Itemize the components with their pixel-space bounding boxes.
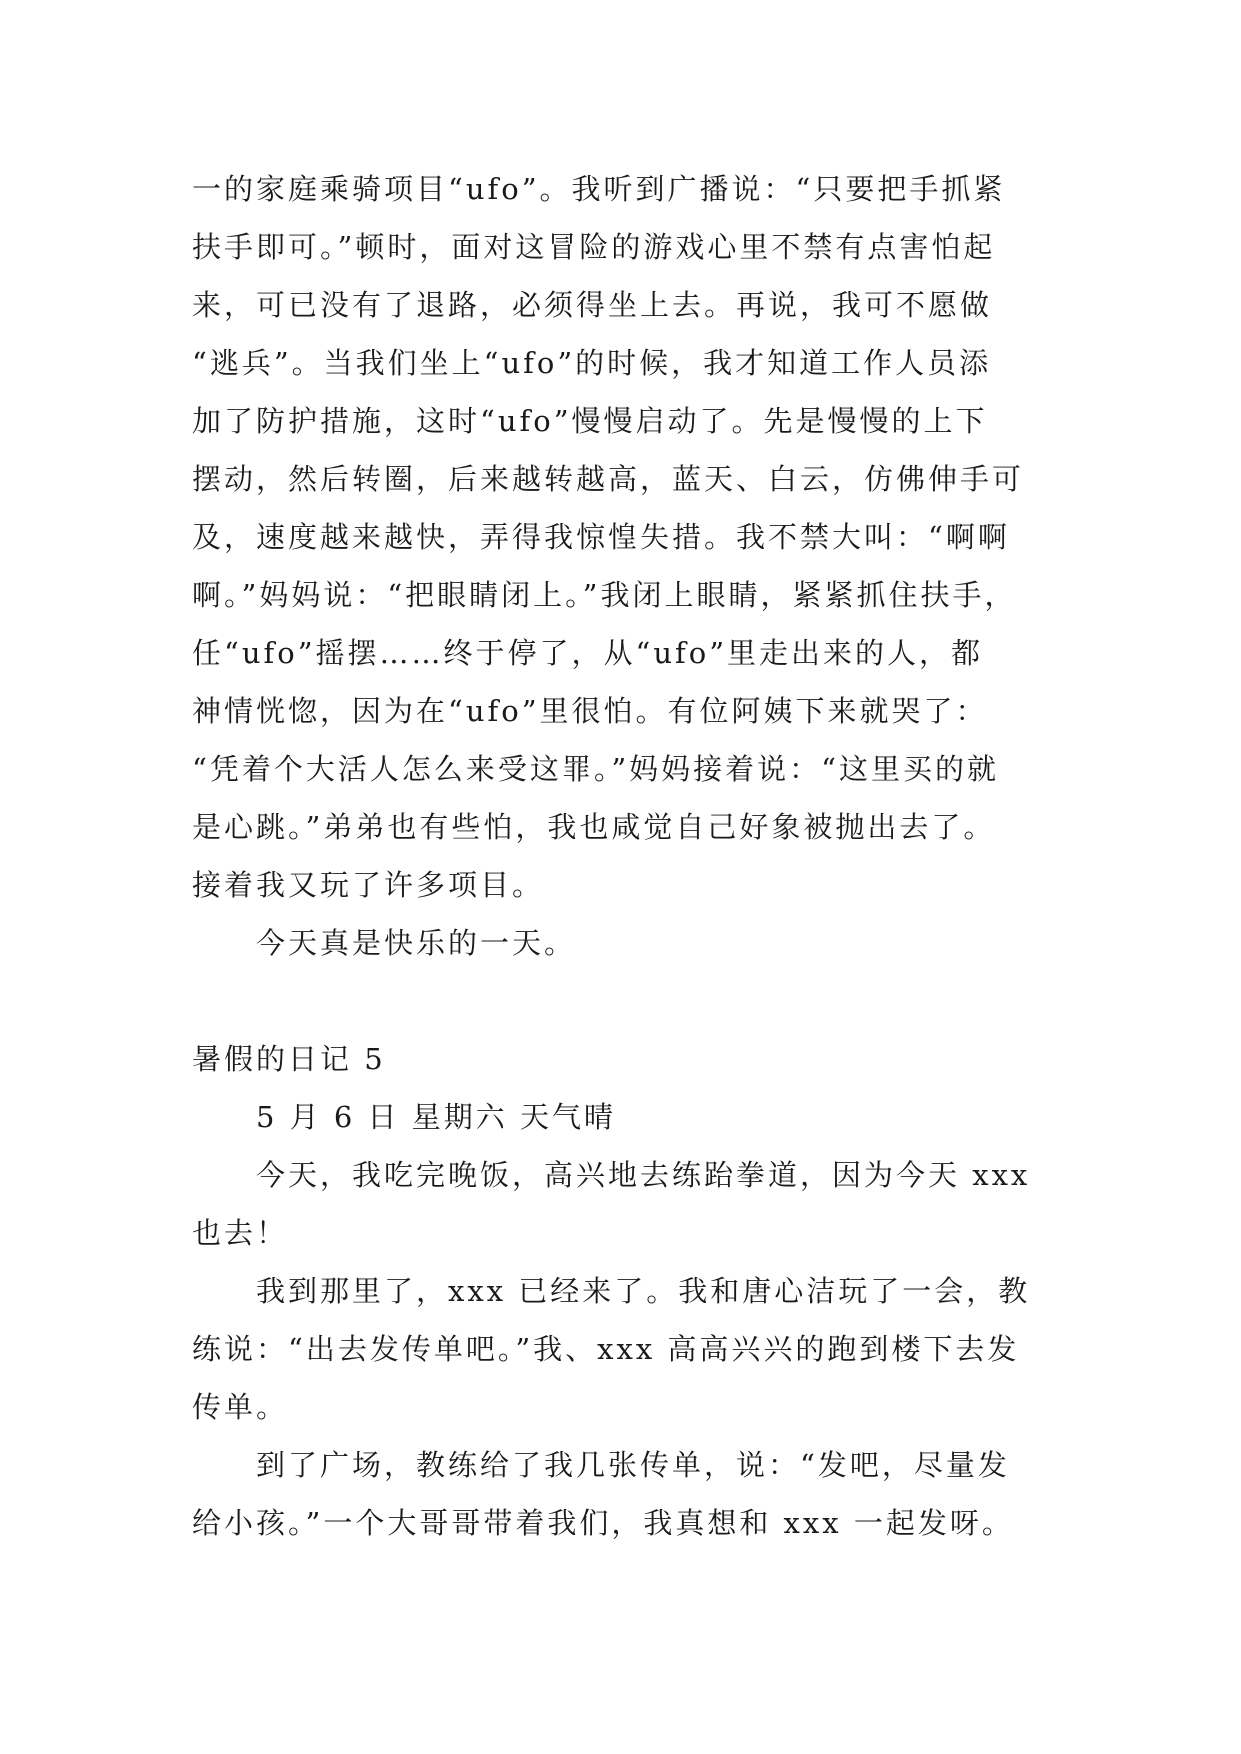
text-line: 传单。: [192, 1390, 289, 1424]
text-line: “逃兵”。当我们坐上“ufo”的时候，我才知道工作人员添: [192, 346, 992, 380]
text-line: 扶手即可。”顿时，面对这冒险的游戏心里不禁有点害怕起: [192, 230, 996, 264]
text-line: 啊。”妈妈说：“把眼睛闭上。”我闭上眼睛，紧紧抓住扶手，: [192, 578, 1017, 612]
document-body: [192, 160, 1072, 1552]
paragraph-gap: [192, 972, 1072, 1030]
closing-line: 今天真是快乐的一天。: [256, 926, 577, 960]
text-line: 来，可已没有了退路，必须得坐上去。再说，我可不愿做: [192, 288, 993, 322]
text-line: 接着我又玩了许多项目。: [192, 868, 545, 902]
text-line: 一的家庭乘骑项目“ufo”。我听到广播说：“只要把手抓紧: [192, 172, 1006, 206]
text-line: 是心跳。”弟弟也有些怕，我也咸觉自己好象被抛出去了。: [192, 810, 996, 844]
text-line: 今天，我吃完晚饭，高兴地去练跆拳道，因为今天 xxx: [256, 1158, 1031, 1192]
text-line: 加了防护措施，这时“ufo”慢慢启动了。先是慢慢的上下: [192, 404, 988, 438]
text-line: 及，速度越来越快，弄得我惊惶失措。我不禁大叫：“啊啊: [192, 520, 1010, 554]
entry-date: 5 月 6 日 星期六 天气晴: [256, 1100, 616, 1134]
text-line: 摆动，然后转圈，后来越转越高，蓝天、白云，仿佛伸手可: [192, 462, 1025, 496]
text-line: 到了广场，教练给了我几张传单，说：“发吧，尽量发: [256, 1448, 1010, 1482]
text-line: 我到那里了，xxx 已经来了。我和唐心洁玩了一会，教: [256, 1274, 1031, 1308]
text-line: 神情恍惚，因为在“ufo”里很怕。有位阿姨下来就哭了：: [192, 694, 988, 728]
entry-title: 暑假的日记 5: [192, 1042, 386, 1076]
text-line: 练说：“出去发传单吧。”我、xxx 高高兴兴的跑到楼下去发: [192, 1332, 1020, 1366]
text-line: “凭着个大活人怎么来受这罪。”妈妈接着说：“这里买的就: [192, 752, 999, 786]
text-line: 任“ufo”摇摆……终于停了，从“ufo”里走出来的人，都: [192, 636, 984, 670]
text-line: 也去！: [192, 1216, 289, 1250]
text-line: 给小孩。”一个大哥哥带着我们，我真想和 xxx 一起发呀。: [192, 1506, 1014, 1540]
